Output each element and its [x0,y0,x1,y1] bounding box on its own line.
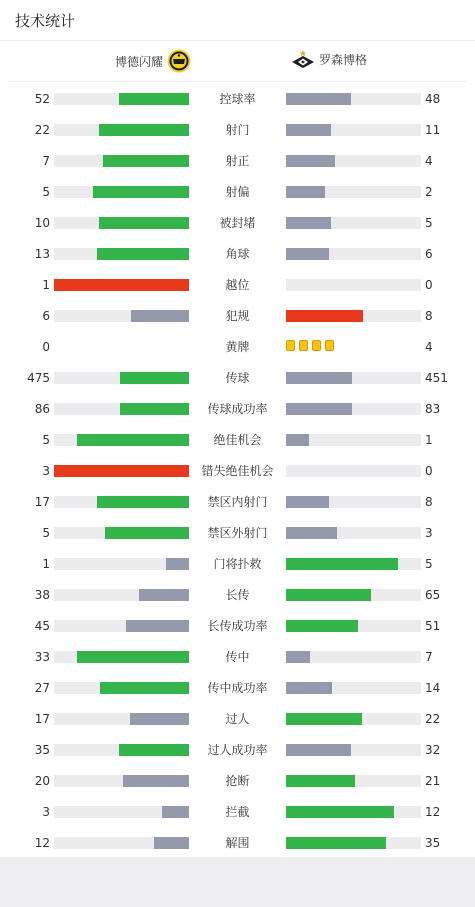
stat-label: 过人成功率 [207,743,268,757]
home-bar-track [54,403,189,415]
home-value: 10 [34,216,50,230]
home-value: 0 [42,340,50,354]
stat-row [0,152,475,183]
stat-label: 传球 [225,371,250,385]
stat-row [0,369,475,400]
away-bar [286,589,371,601]
away-bar-track [286,403,421,415]
home-bar [131,310,189,322]
away-bar-track [286,713,421,725]
home-bar-track [54,248,189,260]
home-value: 38 [34,588,50,602]
stat-row [0,679,475,710]
home-bar [97,496,189,508]
stat-row [0,338,475,369]
stat-label: 射偏 [225,185,250,199]
away-bar [286,682,332,694]
home-bar-track [54,93,189,105]
stat-label: 控球率 [219,92,256,106]
home-value: 33 [34,650,50,664]
away-value: 14 [425,681,441,695]
stat-row [0,431,475,462]
stat-row [0,834,475,865]
away-bar-track [286,837,421,849]
home-bar [77,651,189,663]
home-value: 17 [34,712,50,726]
stat-row [0,617,475,648]
stat-row [0,90,475,121]
home-value: 22 [34,123,50,137]
home-value: 3 [42,805,50,819]
away-bar [286,372,352,384]
away-value: 48 [425,92,441,106]
stat-label: 被封堵 [219,216,256,230]
away-value: 4 [425,154,433,168]
away-bar-track [286,651,421,663]
home-bar [99,124,189,136]
home-bar [100,682,189,694]
stat-label: 绝佳机会 [213,433,262,447]
away-bar [286,806,394,818]
away-value: 7 [425,650,433,664]
stat-label: 拦截 [225,805,250,819]
stat-label: 门将扑救 [213,557,262,571]
home-value: 17 [34,495,50,509]
home-team[interactable] [115,49,191,73]
away-bar [286,837,386,849]
home-bar-track [54,310,189,322]
away-team-logo-icon [291,49,315,69]
home-bar-track [54,124,189,136]
home-bar [97,248,189,260]
home-bar-track [54,558,189,570]
stat-label: 传球成功率 [207,402,268,416]
away-bar [286,93,351,105]
stat-label: 传中成功率 [207,681,268,695]
away-team[interactable] [291,49,367,69]
away-bar-track [286,620,421,632]
stat-label: 传中 [225,650,250,664]
home-bar [119,744,189,756]
home-value: 27 [34,681,50,695]
stat-row [0,493,475,524]
stat-label: 犯规 [225,309,250,323]
home-bar-track [54,837,189,849]
away-bar-track [286,124,421,136]
away-value: 83 [425,402,441,416]
away-value: 4 [425,340,433,354]
stat-row [0,307,475,338]
stat-label: 禁区外射门 [207,526,268,540]
away-bar-track [286,527,421,539]
away-bar [286,496,329,508]
stat-row [0,245,475,276]
home-bar [105,527,189,539]
away-value: 21 [425,774,441,788]
away-value: 22 [425,712,441,726]
stat-label: 角球 [225,247,250,261]
home-bar-track [54,155,189,167]
home-bar [99,217,189,229]
away-bar-track [286,217,421,229]
away-value: 35 [425,836,441,850]
away-bar [286,403,352,415]
stat-row [0,276,475,307]
home-bar-track [54,682,189,694]
away-bar-track [286,806,421,818]
away-bar-track [286,310,421,322]
away-value: 1 [425,433,433,447]
home-value: 475 [27,371,50,385]
stat-label: 长传 [225,588,250,602]
away-bar-track [286,465,421,477]
away-value: 8 [425,309,433,323]
stat-row [0,648,475,679]
home-value: 3 [42,464,50,478]
home-bar [93,186,189,198]
away-bar [286,558,398,570]
home-bar-track [54,713,189,725]
away-value: 51 [425,619,441,633]
away-bar-track [286,248,421,260]
home-bar [162,806,189,818]
away-bar-track [286,744,421,756]
home-bar [120,403,189,415]
home-value: 5 [42,185,50,199]
stat-row [0,462,475,493]
home-bar [119,93,189,105]
away-bar-track [286,372,421,384]
home-bar-track [54,434,189,446]
stat-row [0,710,475,741]
away-bar [286,713,362,725]
home-bar [120,372,189,384]
home-bar [77,434,189,446]
home-bar [54,279,189,291]
away-bar-track [286,434,421,446]
away-bar-track [286,682,421,694]
away-value: 8 [425,495,433,509]
away-bar [286,744,351,756]
home-bar [139,589,189,601]
stat-row [0,803,475,834]
stat-label: 射门 [225,123,250,137]
home-team-logo-icon [167,49,191,73]
home-bar-track [54,744,189,756]
stat-label: 禁区内射门 [207,495,268,509]
stat-label: 黄牌 [225,340,250,354]
away-bar-track [286,155,421,167]
stat-row [0,741,475,772]
away-bar-track [286,589,421,601]
home-value: 52 [34,92,50,106]
away-yellow-cards [286,340,334,351]
home-value: 20 [34,774,50,788]
away-bar [286,620,358,632]
away-bar [286,775,355,787]
away-value: 0 [425,464,433,478]
away-bar [286,124,331,136]
home-value: 7 [42,154,50,168]
stat-row [0,121,475,152]
away-value: 2 [425,185,433,199]
home-bar-track [54,279,189,291]
home-bar-track [54,589,189,601]
away-bar-track [286,775,421,787]
away-bar-track [286,279,421,291]
page-title: 技术统计 [15,11,76,30]
away-bar [286,155,335,167]
away-bar [286,310,363,322]
stat-label: 错失绝佳机会 [201,464,274,478]
home-bar [123,775,189,787]
away-bar-track [286,186,421,198]
away-bar-track [286,558,421,570]
away-value: 65 [425,588,441,602]
home-bar-track [54,465,189,477]
home-value: 12 [34,836,50,850]
stat-row [0,586,475,617]
stat-row [0,214,475,245]
away-value: 0 [425,278,433,292]
stats-list [0,82,475,865]
home-bar-track [54,620,189,632]
away-value: 12 [425,805,441,819]
away-team-name: 罗森博格 [319,52,368,67]
stat-row [0,400,475,431]
home-value: 1 [42,557,50,571]
away-bar [286,527,337,539]
home-value: 5 [42,433,50,447]
home-value: 6 [42,309,50,323]
home-value: 1 [42,278,50,292]
home-bar-track [54,372,189,384]
away-value: 11 [425,123,441,137]
away-bar-track [286,496,421,508]
stat-label: 解围 [225,836,250,850]
yellow-card-icon [325,340,334,351]
home-bar [154,837,189,849]
header [0,0,475,41]
away-value: 5 [425,216,433,230]
home-bar-track [54,527,189,539]
away-bar [286,651,310,663]
home-bar [130,713,189,725]
away-bar-track [286,93,421,105]
home-bar [126,620,189,632]
stat-label: 越位 [225,278,250,292]
yellow-card-icon [312,340,321,351]
home-bar-track [54,806,189,818]
away-bar [286,248,329,260]
home-bar [54,465,189,477]
stat-label: 过人 [225,712,250,726]
home-value: 86 [34,402,50,416]
away-value: 32 [425,743,441,757]
home-team-name: 博德闪耀 [114,54,163,69]
stat-row [0,555,475,586]
home-bar-track [54,775,189,787]
away-bar [286,186,325,198]
stat-label: 抢断 [225,774,250,788]
teams-row [9,41,466,82]
away-value: 6 [425,247,433,261]
home-bar-track [54,186,189,198]
stat-label: 射正 [225,154,250,168]
away-value: 451 [425,371,448,385]
stat-row [0,183,475,214]
yellow-card-icon [299,340,308,351]
home-bar-track [54,651,189,663]
stat-label: 长传成功率 [207,619,268,633]
home-bar [166,558,189,570]
stat-row [0,524,475,555]
away-bar [286,217,331,229]
home-value: 13 [34,247,50,261]
home-value: 5 [42,526,50,540]
away-bar [286,434,309,446]
away-value: 3 [425,526,433,540]
yellow-card-icon [286,340,295,351]
home-bar-track [54,217,189,229]
home-value: 45 [34,619,50,633]
away-value: 5 [425,557,433,571]
home-bar [103,155,189,167]
home-bar-track [54,496,189,508]
home-value: 35 [34,743,50,757]
stat-row [0,772,475,803]
